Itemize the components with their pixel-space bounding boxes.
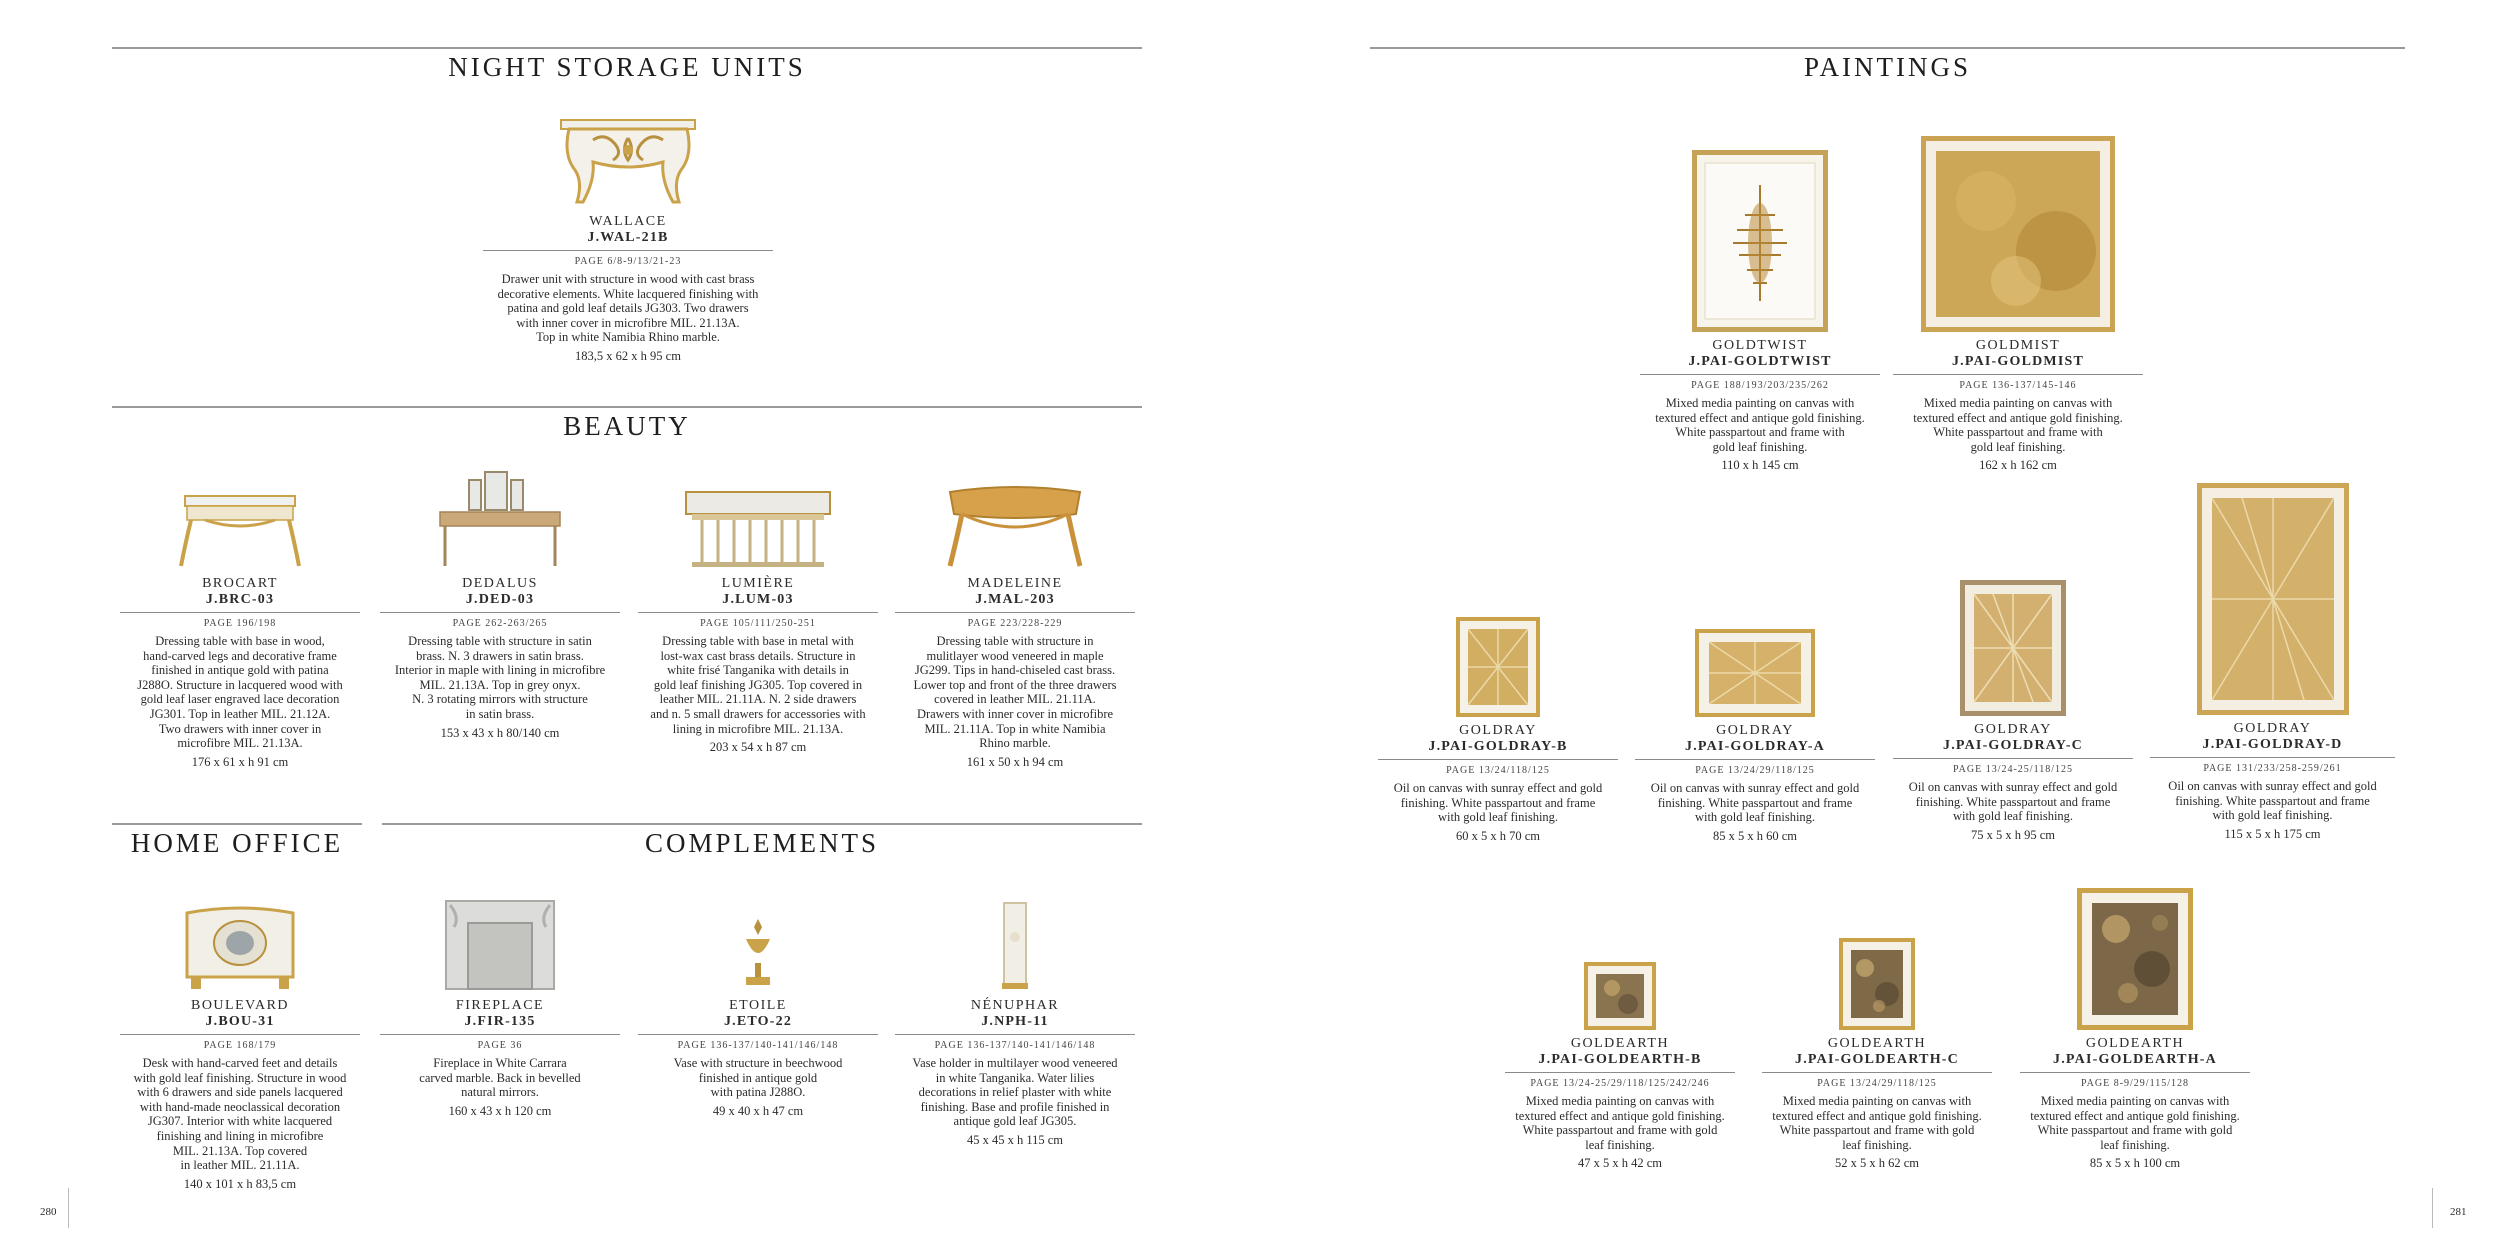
divider (2020, 1072, 2250, 1073)
product-code: J.FIR-135 (464, 1014, 536, 1029)
product-goldmist (1893, 136, 2143, 473)
product-code: J.NPH-11 (981, 1014, 1049, 1029)
product-goldearth-a (2020, 888, 2250, 1171)
product-description: Drawer unit with structure in wood with cast brass decorative elements. White lacquered finishing with patina and gold leaf details JG303. Two drawers with inner cover in microfibre MIL. 21.13A. Top in white Namibia Rhino marble. (497, 272, 759, 345)
product-description: Fireplace in White Carrara carved marble. Back in bevelled natural mirrors. (419, 1056, 581, 1100)
product-description: Oil on canvas with sunray effect and gold finishing. White passpartout and frame with gold leaf finishing. (1393, 781, 1603, 825)
product-page-ref: PAGE 36 (477, 1040, 523, 1051)
margin-line (68, 1188, 69, 1228)
product-name: GOLDTWIST (1712, 338, 1808, 353)
divider (895, 612, 1135, 613)
product-description: Desk with hand-carved feet and details with gold leaf finishing. Structure in wood with 6 drawers and side panels lacquered with hand-made neoclassical decoration JG307. Interior with white lacquered finishing and lining in microfibre MIL. 21.13A. Top covered in leather MIL. 21.11A. (133, 1056, 347, 1173)
product-name: GOLDRAY (1459, 723, 1537, 738)
product-name: WALLACE (589, 214, 667, 229)
product-code: J.DED-03 (465, 592, 535, 607)
product-fireplace (380, 897, 620, 1119)
product-page-ref: PAGE 13/24/118/125 (1446, 765, 1550, 776)
product-page-ref: PAGE 13/24/29/118/125 (1817, 1078, 1937, 1089)
product-name: GOLDRAY (2233, 721, 2312, 736)
section-rule (112, 47, 1142, 49)
product-dimensions: 161 x 50 x h 94 cm (966, 754, 1064, 769)
product-description: Oil on canvas with sunray effect and gold finishing. White passpartout and frame with gold leaf finishing. (1650, 781, 1860, 825)
page-number-left: 280 (40, 1206, 57, 1218)
divider (895, 1034, 1135, 1035)
painting-image-goldearth-c (1839, 938, 1915, 1030)
product-nenuphar (895, 897, 1135, 1148)
product-page-ref: PAGE 8-9/29/115/128 (2081, 1078, 2189, 1089)
product-page-ref: PAGE 188/193/203/235/262 (1691, 380, 1829, 391)
product-description: Dressing table with structure in satin brass. N. 3 drawers in satin brass. Interior in maple with lining in microfibre MIL. 21.13A. Top in grey onyx. N. 3 rotating mirrors with structure in satin brass. (394, 634, 606, 721)
product-name: DEDALUS (462, 576, 538, 591)
product-dimensions: 153 x 43 x h 80/140 cm (440, 725, 560, 740)
product-dimensions: 176 x 61 x h 91 cm (191, 754, 289, 769)
product-code: J.PAI-GOLDRAY-C (1943, 738, 2083, 753)
section-rule (382, 823, 1142, 825)
section-rule (112, 823, 362, 825)
product-dimensions: 203 x 54 x h 87 cm (709, 740, 807, 755)
margin-line (2432, 1188, 2433, 1228)
product-image-madeleine (940, 470, 1090, 570)
painting-image-goldtwist (1692, 150, 1828, 332)
product-description: Mixed media painting on canvas with textured effect and antique gold finishing. White passpartout and frame with gold leaf finishing. (1515, 1094, 1725, 1152)
section-title-night-storage: NIGHT STORAGE UNITS (448, 52, 806, 82)
product-name: GOLDEARTH (1827, 1036, 1927, 1051)
product-boulevard (120, 897, 360, 1192)
product-name: GOLDMIST (1975, 338, 2061, 353)
product-code: J.PAI-GOLDRAY-D (2202, 737, 2343, 752)
product-wallace (483, 110, 773, 364)
product-code: J.PAI-GOLDRAY-B (1428, 739, 1568, 754)
product-image-etoile (728, 897, 788, 992)
product-code: J.PAI-GOLDEARTH-C (1795, 1052, 1959, 1067)
painting-image-goldray-b (1456, 617, 1540, 717)
product-image-dedalus (425, 470, 575, 570)
product-name: LUMIÈRE (721, 576, 795, 591)
section-title-complements: COMPLEMENTS (644, 828, 880, 858)
divider (483, 250, 773, 251)
product-dimensions: 115 x 5 x h 175 cm (2224, 826, 2321, 841)
product-name: BOULEVARD (190, 998, 290, 1013)
product-goldray-c (1893, 580, 2133, 843)
product-goldearth-b (1505, 962, 1735, 1171)
product-name: NÉNUPHAR (970, 998, 1060, 1013)
product-page-ref: PAGE 13/24-25/29/118/125/242/246 (1530, 1078, 1710, 1089)
painting-image-goldray-c (1960, 580, 2066, 716)
product-page-ref: PAGE 105/111/250-251 (700, 618, 816, 629)
product-name: GOLDEARTH (1570, 1036, 1670, 1051)
section-title-paintings: PAINTINGS (1803, 52, 1972, 82)
divider (380, 1034, 620, 1035)
product-dedalus (380, 470, 620, 741)
product-dimensions: 75 x 5 x h 95 cm (1970, 827, 2056, 842)
divider (380, 612, 620, 613)
divider (120, 1034, 360, 1035)
product-name: BROCART (202, 576, 278, 591)
product-madeleine (895, 470, 1135, 770)
product-page-ref: PAGE 136-137/140-141/146/148 (677, 1040, 839, 1051)
product-code: J.MAL-203 (975, 592, 1055, 607)
product-name: GOLDEARTH (2085, 1036, 2185, 1051)
product-image-fireplace (440, 897, 560, 992)
divider (1635, 759, 1875, 760)
product-dimensions: 85 x 5 x h 60 cm (1712, 828, 1798, 843)
product-page-ref: PAGE 136-137/145-146 (1959, 380, 2077, 391)
section-rule (112, 406, 1142, 408)
product-code: J.WAL-21B (587, 230, 669, 245)
product-dimensions: 183,5 x 62 x h 95 cm (575, 348, 681, 363)
product-code: J.PAI-GOLDRAY-A (1685, 739, 1825, 754)
product-description: Vase holder in multilayer wood veneered in white Tanganika. Water lilies decorations in relief plaster with white finishing. Base and profile finished in antique gold leaf JG305. (912, 1056, 1118, 1129)
product-description: Mixed media painting on canvas with textured effect and antique gold finishing. White passpartout and frame with gold leaf finishing. (1655, 396, 1865, 454)
product-page-ref: PAGE 13/24-25/118/125 (1953, 764, 2073, 775)
product-goldray-b (1378, 617, 1618, 844)
painting-image-goldray-d (2197, 483, 2349, 715)
divider (1378, 759, 1618, 760)
product-page-ref: PAGE 168/179 (203, 1040, 277, 1051)
product-code: J.BOU-31 (205, 1014, 275, 1029)
divider (120, 612, 360, 613)
painting-image-goldearth-b (1584, 962, 1656, 1030)
product-name: ETOILE (729, 998, 787, 1013)
divider (1640, 374, 1880, 375)
product-dimensions: 45 x 45 x h 115 cm (966, 1132, 1064, 1147)
product-description: Mixed media painting on canvas with textured effect and antique gold finishing. White passpartout and frame with gold leaf finishing. (2030, 1094, 2240, 1152)
product-dimensions: 60 x 5 x h 70 cm (1455, 828, 1541, 843)
product-description: Oil on canvas with sunray effect and gold finishing. White passpartout and frame with gold leaf finishing. (2168, 779, 2377, 823)
page-number-right: 281 (2450, 1206, 2467, 1218)
divider (1893, 374, 2143, 375)
product-code: J.LUM-03 (722, 592, 794, 607)
product-page-ref: PAGE 196/198 (203, 618, 277, 629)
product-code: J.PAI-GOLDMIST (1951, 354, 2085, 369)
section-title-home-office: HOME OFFICE (130, 828, 344, 858)
section-rule (1370, 47, 2405, 49)
product-goldray-a (1635, 629, 1875, 844)
product-description: Dressing table with structure in mulitlayer wood veneered in maple JG299. Tips in hand-chiseled cast brass. Lower top and front of the three drawers covered in leather MIL. 21.11A. Drawers with inner cover in microfibre MIL. 21.11A. Top in white Namibia Rhino marble. (913, 634, 1117, 751)
product-dimensions: 52 x 5 x h 62 cm (1834, 1156, 1920, 1171)
divider (638, 1034, 878, 1035)
painting-image-goldmist (1921, 136, 2115, 332)
product-code: J.PAI-GOLDEARTH-A (2053, 1052, 2217, 1067)
product-page-ref: PAGE 13/24/29/118/125 (1695, 765, 1815, 776)
painting-image-goldearth-a (2077, 888, 2193, 1030)
product-dimensions: 49 x 40 x h 47 cm (712, 1103, 804, 1118)
product-description: Mixed media painting on canvas with textured effect and antique gold finishing. White passpartout and frame with gold leaf finishing. (1913, 396, 2123, 454)
product-etoile (638, 897, 878, 1119)
product-description: Mixed media painting on canvas with textured effect and antique gold finishing. White passpartout and frame with gold leaf finishing. (1772, 1094, 1982, 1152)
product-page-ref: PAGE 131/233/258-259/261 (2203, 763, 2342, 774)
product-name: GOLDRAY (1974, 722, 2052, 737)
product-dimensions: 110 x h 145 cm (1721, 458, 1799, 473)
product-goldtwist (1640, 150, 1880, 473)
product-name: GOLDRAY (1716, 723, 1794, 738)
product-name: MADELEINE (967, 576, 1063, 591)
product-page-ref: PAGE 136-137/140-141/146/148 (934, 1040, 1096, 1051)
divider (1893, 758, 2133, 759)
product-description: Oil on canvas with sunray effect and gold finishing. White passpartout and frame with gold leaf finishing. (1908, 780, 2118, 824)
product-image-lumiere (678, 470, 838, 570)
product-dimensions: 85 x 5 x h 100 cm (2089, 1156, 2181, 1171)
product-image-brocart (165, 470, 315, 570)
product-description: Vase with structure in beechwood finished in antique gold with patina J288O. (673, 1056, 843, 1100)
product-image-nenuphar (990, 897, 1040, 992)
product-description: Dressing table with base in metal with lost-wax cast brass details. Structure in white frisé Tanganika with details in gold leaf finishing JG305. Top covered in leather MIL. 21.11A. N. 2 side drawers and n. 5 small drawers for accessories with lining in microfibre MIL. 21.13A. (650, 634, 866, 736)
divider (638, 612, 878, 613)
product-image-boulevard (175, 897, 305, 992)
section-title-beauty: BEAUTY (563, 411, 691, 441)
product-code: J.PAI-GOLDEARTH-B (1538, 1052, 1702, 1067)
product-image-wallace (553, 110, 703, 208)
product-dimensions: 47 x 5 x h 42 cm (1577, 1156, 1663, 1171)
product-goldray-d (2150, 483, 2395, 842)
product-brocart (120, 470, 360, 770)
product-dimensions: 140 x 101 x h 83,5 cm (183, 1176, 297, 1191)
product-page-ref: PAGE 223/228-229 (967, 618, 1063, 629)
product-code: J.BRC-03 (205, 592, 275, 607)
product-dimensions: 160 x 43 x h 120 cm (448, 1103, 552, 1118)
divider (2150, 757, 2395, 758)
product-description: Dressing table with base in wood, hand-carved legs and decorative frame finished in antique gold with patina J288O. Structure in lacquered wood with gold leaf laser engraved lace decoration JG301. Top in leather MIL. 21.12A. Two drawers with inner cover in microfibre MIL. 21.13A. (137, 634, 343, 751)
divider (1762, 1072, 1992, 1073)
product-code: J.ETO-22 (723, 1014, 793, 1029)
product-goldearth-c (1762, 938, 1992, 1171)
product-name: FIREPLACE (455, 998, 545, 1013)
product-page-ref: PAGE 6/8-9/13/21-23 (574, 256, 682, 267)
product-lumiere (638, 470, 878, 755)
product-code: J.PAI-GOLDTWIST (1688, 354, 1832, 369)
product-page-ref: PAGE 262-263/265 (452, 618, 548, 629)
divider (1505, 1072, 1735, 1073)
painting-image-goldray-a (1695, 629, 1815, 717)
product-dimensions: 162 x h 162 cm (1979, 458, 2057, 473)
